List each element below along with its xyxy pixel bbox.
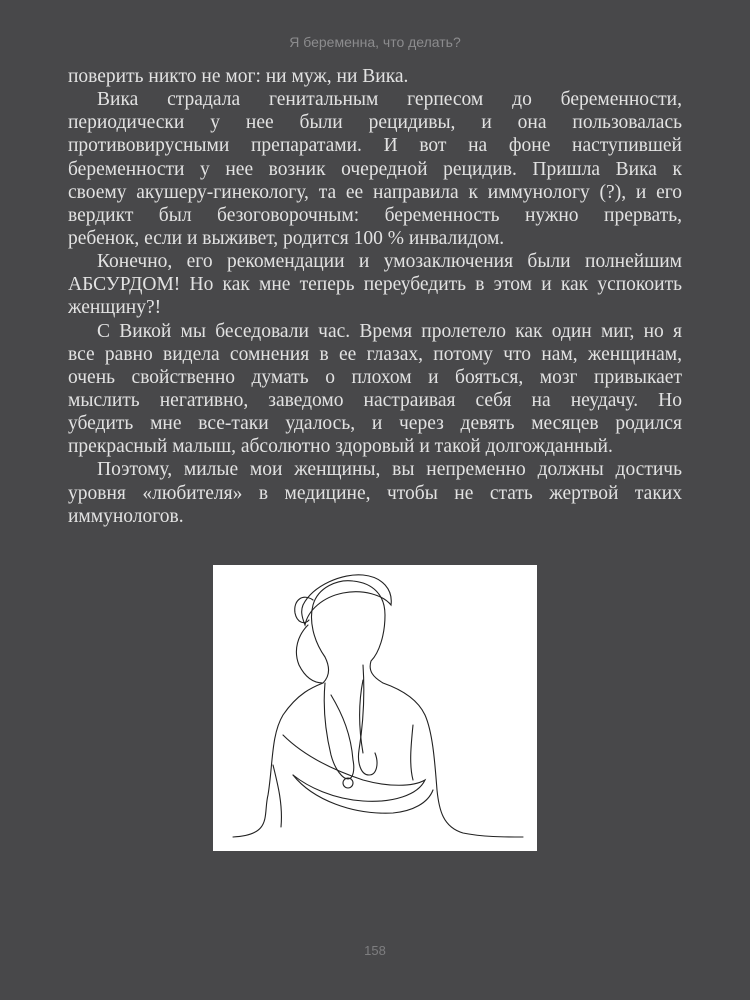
text-line: очень свойственно думать о плохом и бояться, мозг привыкает [68,366,682,388]
text-line: Конечно, его рекомендации и умозаключения были полнейшим [97,251,682,273]
text-line: прекрасный малыш, абсолютно здоровый и такой долгожданный. [68,436,613,458]
text-line: уровня «любителя» в медицине, чтобы не стать жертвой таких [68,482,682,504]
text-line: ребенок, если и выживет, родится 100 % инвалидом. [68,227,505,249]
text-line: мыслить негативно, заведомо настраивая себя на неудачу. Но [68,389,682,411]
running-header: Я беременна, что делать? [289,34,461,50]
text-line: периодически у нее были рецидивы, и она пользовалась [68,112,682,134]
text-line: беременности у нее возник очередной рецидив. Пришла Вика к [68,158,682,180]
text-line: убедить мне все-таки удалось, и через девять месяцев родился [68,413,682,435]
text-line: С Викой мы беседовали час. Время пролетело как один миг, но я [97,320,682,342]
text-line: своему акушеру-гинекологу, та ее направила к иммунологу (?), и его [68,181,682,203]
text-line: Вика страдала генитальным герпесом до беременности, [97,89,682,111]
text-line: все равно видела сомнения в ее глазах, потому что нам, женщинам, [68,343,682,365]
text-line: поверить никто не мог: ни муж, ни Вика. [68,66,409,87]
text-line: АБСУРДОМ! Но как мне теперь переубедить в этом и как успокоить [68,274,682,296]
page-number: 158 [364,943,386,958]
text-line: Поэтому, милые мои женщины, вы непременно должны достичь [97,459,682,481]
doctor-line-drawing-illustration [213,565,537,851]
text-line: противовирусными препаратами. И вот на фоне наступившей [68,135,682,157]
text-line: женщину?! [68,297,162,319]
text-line: вердикт был безоговорочным: беременность нужно прервать, [68,204,682,226]
page-body-text [68,65,682,528]
text-line: иммунологов. [68,505,184,527]
